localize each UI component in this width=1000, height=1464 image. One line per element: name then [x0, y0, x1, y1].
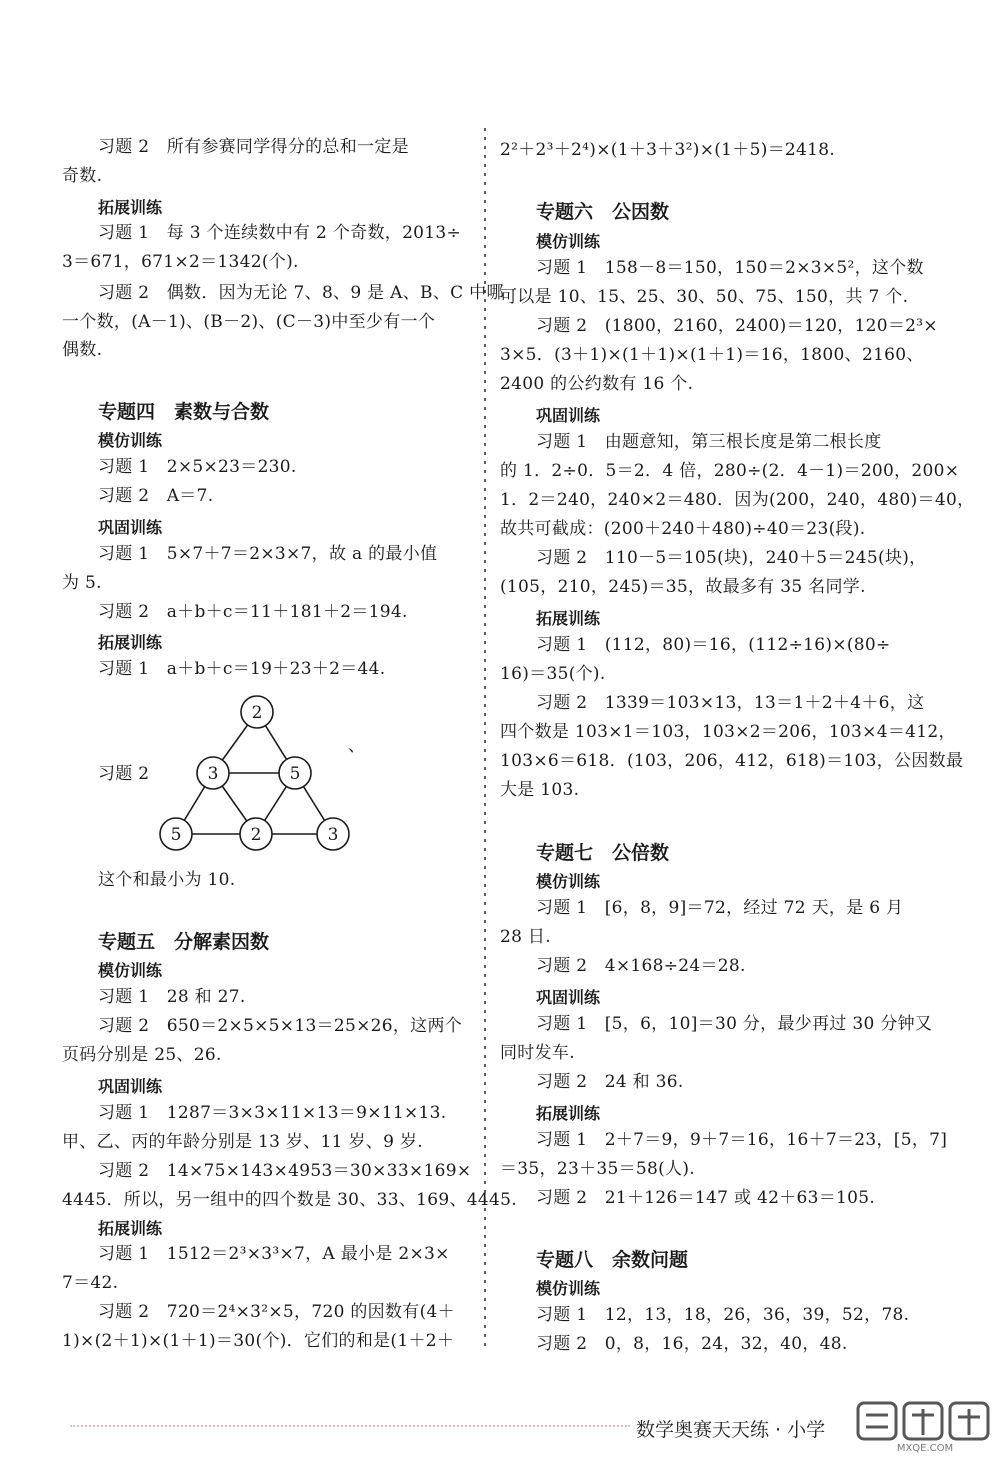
text-line: ＝35，23＋35＝58(人).	[500, 1159, 695, 1179]
subsection-heading: 拓展训练	[536, 1104, 601, 1123]
section-heading: 专题四 素数与合数	[98, 401, 270, 423]
subsection-heading: 拓展训练	[98, 198, 163, 217]
text-line: 习题 1 1512＝2³×3³×7，A 最小是 2×3×	[98, 1244, 450, 1264]
node-value: 2	[251, 703, 263, 723]
text-line: 页码分别是 25、26.	[62, 1045, 222, 1065]
text-line: 同时发车.	[500, 1043, 575, 1063]
node-value: 3	[207, 764, 219, 784]
text-line: 习题 2 4×168÷24＝28.	[536, 956, 746, 976]
node-value: 5	[289, 764, 301, 784]
footer-dotted-rule	[70, 1425, 630, 1433]
subsection-heading: 模仿训练	[98, 431, 163, 450]
text-line: 习题 2 1339＝103×13，13＝1＋2＋4＋6，这	[536, 693, 925, 713]
text-line: 16)＝35(个).	[500, 664, 606, 684]
text-line: 这个和最小为 10.	[98, 870, 236, 890]
text-line: 1．2＝240，240×2＝480．因为(200，240，480)＝40，	[500, 490, 975, 510]
text-line: 习题 1 由题意知，第三根长度是第二根长度	[536, 432, 882, 452]
text-line: 习题 2 A＝7.	[98, 486, 214, 506]
page-footer	[0, 1405, 1000, 1455]
text-line: 的 1．2÷0．5＝2．4 倍，280÷(2．4－1)＝200，200×	[500, 461, 960, 481]
text-line: 习题 2 所有参赛同学得分的总和一定是	[98, 137, 409, 157]
text-line: 四个数是 103×1＝103，103×2＝206，103×4＝412，	[500, 722, 956, 742]
figure-mark: 、	[348, 736, 366, 756]
text-line: 习题 2 21＋126＝147 或 42＋63＝105.	[536, 1188, 876, 1208]
text-line: 习题 1 28 和 27.	[98, 987, 246, 1007]
text-line: 习题 1 每 3 个连续数中有 2 个奇数，2013÷	[98, 223, 462, 243]
text-line: 3×5．(3＋1)×(1＋1)×(1＋1)＝16，1800、2160、	[500, 345, 924, 365]
subsection-heading: 模仿训练	[536, 1279, 601, 1298]
text-line: 大是 103.	[500, 780, 580, 800]
subsection-heading: 巩固训练	[536, 988, 601, 1007]
text-line: 习题 1 (112，80)＝16，(112÷16)×(80÷	[536, 635, 891, 655]
section-heading: 专题六 公因数	[536, 201, 670, 223]
subsection-heading: 巩固训练	[536, 406, 601, 425]
text-line: 故共可截成：(200＋240＋480)÷40＝23(段).	[500, 519, 866, 539]
text-line: 习题 1 12，13，18，26，36，39，52，78.	[536, 1305, 910, 1325]
text-line: 习题 1 a＋b＋c＝19＋23＋2＝44.	[98, 659, 386, 679]
subsection-heading: 拓展训练	[98, 1219, 163, 1238]
text-line: 一个数，(A－1)、(B－2)、(C－3)中至少有一个	[62, 312, 436, 332]
text-line: 习题 2 14×75×143×4953＝30×33×169×	[98, 1161, 472, 1181]
text-line: 4445．所以，另一组中的四个数是 30、33、169、4445.	[62, 1190, 517, 1210]
subsection-heading: 拓展训练	[536, 609, 601, 628]
text-line: 习题 2 110－5＝105(块)，240＋5＝245(块)，	[536, 548, 927, 568]
subsection-heading: 模仿训练	[536, 232, 601, 251]
text-line: 习题 1 1287＝3×3×11×13＝9×11×13.	[98, 1103, 447, 1123]
subsection-heading: 模仿训练	[536, 872, 601, 891]
text-line: 习题 2 24 和 36.	[536, 1072, 684, 1092]
watermark-logo	[850, 1395, 1000, 1455]
text-line: 2400 的公约数有 16 个.	[500, 374, 694, 394]
text-line: 习题 1 2×5×23＝230.	[98, 457, 297, 477]
text-line: 习题 2 偶数．因为无论 7、8、9 是 A、B、C 中哪	[98, 283, 504, 303]
text-line: 习题 2 720＝2⁴×3²×5，720 的因数有(4＋	[98, 1302, 455, 1322]
text-line: 习题 2 (1800，2160，2400)＝120，120＝2³×	[536, 316, 938, 336]
text-line: 2²＋2³＋2⁴)×(1＋3＋3²)×(1＋5)＝2418.	[500, 140, 836, 160]
section-heading: 专题七 公倍数	[536, 842, 670, 864]
text-line: 甲、乙、丙的年龄分别是 13 岁、11 岁、9 岁.	[62, 1132, 423, 1152]
text-line: 奇数.	[62, 166, 103, 186]
section-heading: 专题五 分解素因数	[98, 931, 270, 953]
node-value: 2	[250, 825, 262, 845]
subsection-heading: 巩固训练	[98, 518, 163, 537]
text-line: 习题 1 5×7＋7＝2×3×7，故 a 的最小值	[98, 544, 438, 564]
text-line: 习题 2 0，8，16，24，32，40，48.	[536, 1334, 848, 1354]
text-line: 可以是 10、15、25、30、50、75、150，共 7 个.	[500, 287, 909, 307]
text-line: 习题 1 2＋7＝9，9＋7＝16，16＋7＝23，[5，7]	[536, 1130, 948, 1150]
section-heading: 专题八 余数问题	[536, 1249, 689, 1271]
node-value: 5	[170, 825, 182, 845]
footer-book-title: 数学奥赛天天练 · 小学	[636, 1419, 826, 1441]
text-line: 1)×(2＋1)×(1＋1)＝30(个)．它们的和是(1＋2＋	[62, 1331, 455, 1351]
text-line: 103×6＝618．(103，206，412，618)＝103，公因数最	[500, 751, 964, 771]
text-line: (105，210，245)＝35，故最多有 35 名同学.	[500, 577, 866, 597]
column-divider	[482, 128, 488, 1348]
text-line: 习题 1 158－8＝150，150＝2×3×5²，这个数	[536, 258, 924, 278]
text-line: 偶数.	[62, 340, 103, 360]
text-line: 28 日.	[500, 927, 551, 947]
text-line: 习题 1 [5，6，10]＝30 分，最少再过 30 分钟又	[536, 1014, 933, 1034]
text-line: 习题 2 a＋b＋c＝11＋181＋2＝194.	[98, 602, 408, 622]
text-line: 习题 2 650＝2×5×5×13＝25×26，这两个	[98, 1016, 463, 1036]
subsection-heading: 拓展训练	[98, 633, 163, 652]
figure-label: 习题 2	[98, 764, 150, 784]
triangle-figure	[150, 690, 360, 860]
text-line: 习题 1 [6，8，9]＝72，经过 72 天，是 6 月	[536, 898, 904, 918]
text-line: 为 5.	[62, 573, 102, 593]
text-line: 3＝671，671×2＝1342(个).	[62, 252, 299, 272]
subsection-heading: 模仿训练	[98, 961, 163, 980]
svg-text:MXQE.COM: MXQE.COM	[896, 1443, 954, 1454]
node-value: 3	[327, 825, 339, 845]
subsection-heading: 巩固训练	[98, 1077, 163, 1096]
text-line: 7＝42.	[62, 1273, 119, 1293]
